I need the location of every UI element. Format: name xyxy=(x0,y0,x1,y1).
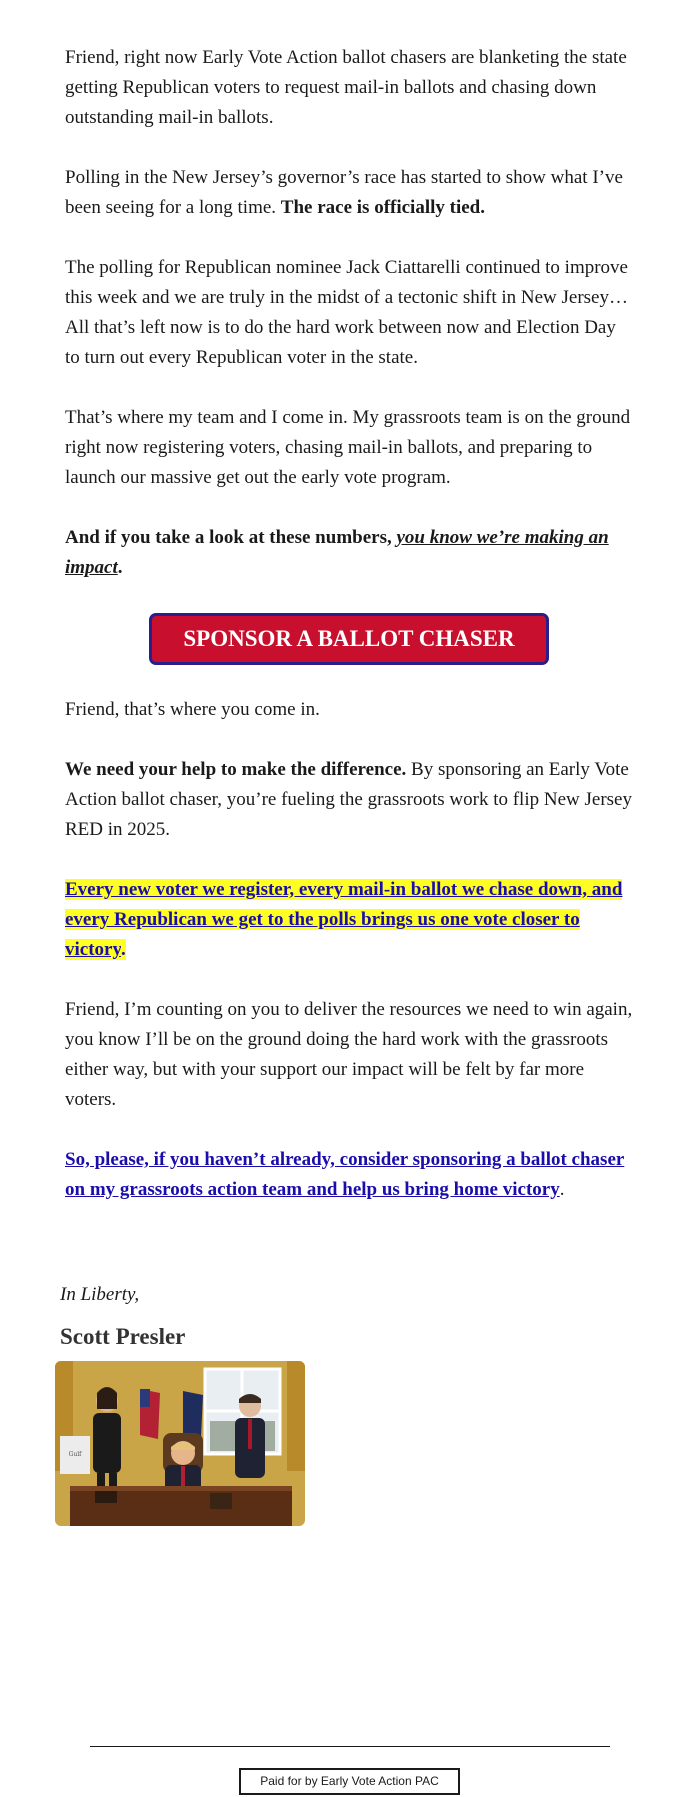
paragraph-polling xyxy=(65,163,633,223)
svg-text:Gulf: Gulf xyxy=(68,1451,82,1458)
cta-wrapper xyxy=(65,613,633,667)
sponsor-ballot-chaser-button[interactable]: SPONSOR A BALLOT CHASER xyxy=(149,613,549,665)
need-help-text: By sponsoring an Early Vote Action ballot chaser, you’re fueling the grassroots work to flip New Jersey RED in 2025. xyxy=(65,759,632,840)
paragraph-intro: Friend, right now Early Vote Action ballot chasers are blanketing the state getting Republican voters to request mail-in ballots and chasing down outstanding mail-in ballots. xyxy=(65,47,627,128)
paid-for-disclaimer: Paid for by Early Vote Action PAC xyxy=(239,1768,460,1795)
paragraph-ciattarelli: The polling for Republican nominee Jack Ciattarelli continued to improve this week and we are truly in the midst of a tectonic shift in New Jersey… All that’s left now is to do the hard work between now and Election Day to turn out every Republican voter in the state. xyxy=(65,257,628,368)
numbers-bold-text: And if you take a look at these numbers, xyxy=(65,527,397,548)
paragraph-consider xyxy=(65,1145,633,1205)
oval-office-photo xyxy=(55,1361,305,1526)
numbers-period: . xyxy=(117,557,123,578)
every-voter-link[interactable]: Every new voter we register, every mail-in ballot we chase down, and every Republican we get to the polls brings us one vote closer to victory xyxy=(65,879,623,960)
paragraph-team: That’s where my team and I come in. My grassroots team is on the ground right now registering voters, chasing mail-in ballots, and preparing to launch our massive get out the early vote program. xyxy=(65,407,631,488)
paragraph-need-help xyxy=(65,755,633,845)
paragraph-counting: Friend, I’m counting on you to deliver the resources we need to win again, you know I’ll be on the ground doing the hard work with the grassroots either way, but with your support our impact will be felt by far more voters. xyxy=(65,999,633,1110)
need-help-bold-text: We need your help to make the difference. xyxy=(65,759,407,780)
signature-name: Scott Presler xyxy=(60,1324,186,1349)
consider-sponsoring-link[interactable]: So, please, if you haven’t already, consider sponsoring a ballot chaser on my grassroots action team and help us bring home victory xyxy=(65,1149,625,1200)
signoff: In Liberty, xyxy=(60,1284,140,1305)
consider-period: . xyxy=(559,1179,565,1200)
impact-link[interactable]: you know we’re making an impact xyxy=(65,527,609,578)
highlight-period: . xyxy=(120,939,126,960)
footer-divider xyxy=(90,1746,610,1747)
paragraph-highlight xyxy=(65,875,633,965)
polling-text: Polling in the New Jersey’s governor’s race has started to show what I’ve been seeing for a long time. xyxy=(65,167,623,218)
paragraph-you-come-in: Friend, that’s where you come in. xyxy=(65,699,320,720)
email-body xyxy=(65,43,633,1235)
race-tied-text: The race is officially tied. xyxy=(280,197,486,218)
paragraph-numbers xyxy=(65,523,633,583)
